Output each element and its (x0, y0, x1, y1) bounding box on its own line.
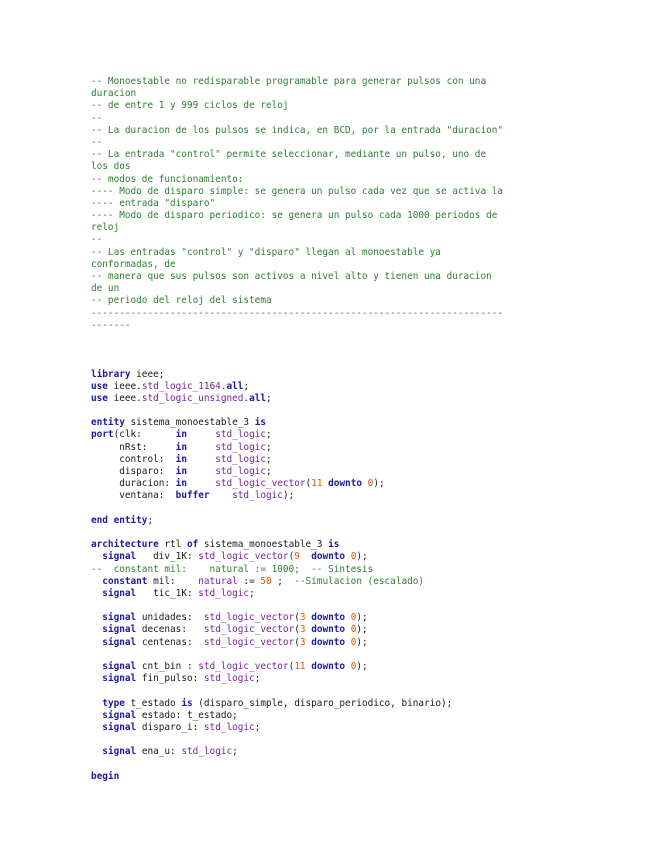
code-token: . (220, 380, 227, 392)
code-token: signal (102, 587, 137, 599)
code-line (91, 295, 571, 307)
code-token: 0 (367, 478, 374, 490)
code-token: use (91, 380, 108, 392)
code-line (91, 76, 571, 88)
code-token: 3 (299, 612, 306, 624)
code-token: ; (232, 746, 238, 758)
code-token: unidades: (136, 612, 204, 624)
code-token: ventana: (91, 490, 176, 502)
code-token: all (249, 392, 267, 404)
code-line (91, 612, 571, 624)
code-line (91, 234, 571, 246)
code-token: nRst: (91, 441, 176, 453)
code-token: ( (294, 636, 300, 648)
code-token: std_logic_vector (198, 661, 289, 672)
code-token: ; (266, 429, 272, 441)
code-line (91, 746, 571, 758)
code-token: 0 (350, 661, 357, 672)
code-token: ; (266, 453, 272, 465)
code-token: std_logic (203, 721, 255, 733)
code-token: decenas: (136, 624, 204, 636)
code-token: duracion (91, 88, 137, 100)
code-line (91, 222, 571, 234)
code-token: signal (102, 551, 137, 563)
code-token: (disparo_simple, disparo_periodico, binario); (192, 697, 453, 709)
code-line (91, 661, 571, 673)
code-token (300, 551, 311, 562)
code-line (91, 405, 571, 417)
code-line (91, 100, 571, 112)
code-token: std_logic (203, 673, 255, 685)
code-token: std_logic (215, 441, 267, 453)
code-line (91, 490, 571, 502)
code-token: use (91, 392, 108, 404)
code-token: los dos (91, 161, 131, 173)
code-line (91, 759, 571, 771)
code-token (91, 722, 102, 733)
code-line (91, 429, 571, 441)
code-token: end entity (91, 514, 148, 526)
code-token: signal (102, 721, 137, 733)
code-token: std_logic (215, 453, 267, 465)
code-token: ; (254, 673, 261, 685)
code-token: -- (91, 136, 103, 148)
code-token: buffer (175, 490, 210, 502)
code-token: downto (328, 478, 362, 490)
code-token: std_logic (215, 466, 267, 477)
code-token: begin (91, 770, 120, 782)
code-token: 0 (350, 624, 357, 636)
code-token: std_logic (232, 490, 283, 502)
code-token: fin_pulso: (136, 673, 204, 685)
code-line (91, 637, 571, 649)
code-token: std_logic_vector (198, 551, 289, 563)
code-token: -- modos de funcionamiento: (91, 173, 244, 185)
code-token: std_logic_1164 (141, 380, 221, 392)
code-token (91, 673, 102, 684)
code-line (91, 564, 571, 576)
code-token: sistema_monoestable_3 (124, 417, 255, 429)
code-line (91, 88, 571, 100)
code-token: 9 (294, 551, 300, 563)
code-token: centenas: (136, 636, 204, 648)
code-token: ------------------------------------------------------------------------- (91, 307, 504, 319)
code-token: ; (254, 721, 261, 733)
code-token: ); (356, 636, 368, 648)
code-token: of (186, 539, 199, 551)
code-line (91, 698, 571, 710)
code-token: signal (102, 612, 137, 624)
code-token: downto (311, 624, 346, 636)
code-token: --Simulacion (escalado) (294, 575, 425, 587)
code-token: -- Monoestable no redisparable programable para generar pulsos con una (91, 76, 487, 87)
code-token: downto (311, 661, 346, 672)
code-token (91, 624, 102, 635)
code-token: in (175, 429, 187, 441)
code-token: 11 (294, 661, 306, 672)
code-token: ( (294, 612, 300, 624)
code-token: in (175, 478, 187, 490)
code-token: -- manera que sus pulsos son activos a nivel alto y tienen una duracion (91, 271, 492, 282)
code-token: downto (311, 551, 346, 563)
code-token: ; (266, 392, 272, 404)
code-line (91, 186, 571, 198)
code-token: -- de entre 1 y 999 ciclos de reloj (91, 100, 289, 112)
code-token: in (175, 453, 187, 465)
code-token: ( (288, 551, 295, 563)
code-line (91, 454, 571, 466)
code-token: is (328, 539, 340, 551)
code-token: std_logic (198, 587, 250, 599)
code-token: -- constant mil: natural := 1000; -- Sintesis (91, 563, 374, 575)
code-token: tic_1K: (136, 587, 199, 599)
code-token: de un (91, 283, 120, 295)
code-token (91, 698, 102, 709)
code-token (91, 576, 102, 587)
code-token: ( (294, 624, 300, 636)
code-token: ); (356, 661, 368, 672)
code-token: in (175, 441, 187, 453)
code-token (91, 746, 102, 757)
code-token: library (91, 368, 131, 380)
code-line (91, 551, 571, 563)
code-token: disparo_i: (136, 721, 204, 733)
code-line (91, 478, 571, 490)
code-token: 50 (260, 575, 272, 587)
code-token: std_logic_vector (203, 612, 295, 624)
code-token: ); (282, 490, 295, 502)
code-token: downto (311, 636, 346, 648)
code-line (91, 174, 571, 186)
code-token: signal (102, 673, 137, 685)
code-token: ena_u: (136, 746, 182, 758)
code-line (91, 771, 571, 783)
code-token: t_estado (124, 697, 182, 709)
code-line (91, 247, 571, 259)
code-token: mil: (147, 575, 199, 587)
code-token: ---- Modo de disparo periodico: se genera un pulso cada 1000 periodos de (91, 210, 498, 222)
code-token: ; (266, 466, 272, 477)
code-line (91, 624, 571, 636)
code-line (91, 113, 571, 125)
code-token: in (175, 466, 187, 477)
code-token: -- (91, 234, 103, 246)
code-token: is (181, 697, 193, 709)
code-token: -- La duracion de los pulsos se indica, en BCD, por la entrada "duracion" (91, 124, 504, 136)
code-line (91, 417, 571, 429)
code-token: ieee. (107, 392, 142, 404)
code-token: signal (102, 746, 137, 758)
code-line (91, 442, 571, 454)
code-token: std_logic_vector (203, 624, 295, 636)
code-token: -- periodo del reloj del sistema (91, 295, 272, 307)
code-token: 11 (311, 478, 323, 490)
code-line (91, 161, 571, 173)
code-line (91, 393, 571, 405)
code-token (187, 442, 215, 453)
code-token: duracion: (91, 478, 176, 490)
code-token (91, 551, 102, 562)
code-token (210, 490, 233, 501)
code-line (91, 722, 571, 734)
code-token: -- (91, 112, 103, 124)
code-line (91, 137, 571, 149)
code-token: -- La entrada "control" permite seleccionar, mediante un pulso, uno de (91, 149, 487, 161)
code-token: control: (91, 453, 176, 465)
code-token: ); (356, 551, 368, 563)
code-token: (clk: (113, 429, 176, 441)
code-token: signal (102, 661, 137, 672)
code-token: disparo: (91, 466, 176, 477)
code-token (91, 637, 102, 648)
code-token: reloj (91, 222, 120, 234)
code-token (187, 466, 215, 477)
code-line (91, 649, 571, 661)
code-token (91, 588, 102, 599)
code-line (91, 734, 571, 746)
code-line (91, 673, 571, 685)
code-token: 0 (350, 612, 357, 624)
code-token: ------- (91, 319, 131, 331)
code-token: ); (373, 478, 385, 490)
code-line (91, 588, 571, 600)
code-line (91, 369, 571, 381)
code-token: sistema_monoestable_3 (198, 539, 329, 551)
code-token: ---- Modo de disparo simple: se genera un pulso cada vez que se activa la (91, 185, 504, 197)
code-line (91, 503, 571, 515)
code-line (91, 527, 571, 539)
code-token: div_1K: (136, 551, 199, 563)
code-token: is (254, 417, 266, 429)
code-token: ; (147, 514, 154, 526)
code-token: rtl (158, 539, 187, 551)
code-token: ); (356, 624, 368, 636)
code-token: ; (266, 441, 272, 453)
code-token: signal (102, 624, 137, 636)
code-token: all (226, 380, 244, 392)
code-token: signal (102, 709, 137, 721)
code-line (91, 344, 571, 356)
code-line (91, 685, 571, 697)
code-token: . (243, 392, 250, 404)
code-token: 0 (350, 551, 357, 563)
code-line (91, 356, 571, 368)
code-token (91, 710, 102, 721)
code-token: std_logic (181, 746, 233, 758)
code-line (91, 259, 571, 271)
code-token: ; (243, 380, 250, 392)
code-token (187, 429, 215, 440)
code-token: type (102, 697, 125, 709)
code-line (91, 125, 571, 137)
code-token: natural (198, 575, 238, 587)
code-token: ( (305, 478, 312, 490)
code-line (91, 515, 571, 527)
code-token: ; (271, 575, 295, 587)
code-token: 3 (299, 636, 306, 648)
code-token: ---- entrada "disparo" (91, 197, 216, 209)
code-line (91, 283, 571, 295)
code-token (91, 612, 102, 623)
code-line (91, 710, 571, 722)
code-token: conformadas, de (91, 258, 176, 270)
code-token: std_logic_vector (215, 478, 306, 490)
code-line (91, 320, 571, 332)
code-line (91, 210, 571, 222)
code-token: 0 (350, 636, 357, 648)
code-token: estado: t_estado; (136, 709, 238, 721)
code-token: ieee; (130, 368, 165, 380)
code-token: constant (102, 575, 148, 587)
vhdl-code-listing (91, 76, 571, 783)
code-line (91, 466, 571, 478)
code-token: cnt_bin : (136, 661, 199, 672)
code-line (91, 271, 571, 283)
code-token: signal (102, 636, 137, 648)
code-line (91, 600, 571, 612)
code-token: ( (288, 661, 295, 672)
code-line (91, 198, 571, 210)
code-token: downto (311, 612, 346, 624)
code-line (91, 308, 571, 320)
code-token: std_logic_vector (203, 636, 295, 648)
code-line (91, 332, 571, 344)
code-token (91, 661, 102, 672)
code-token: entity (91, 417, 125, 429)
code-token: := (237, 575, 261, 587)
code-token: ; (249, 587, 255, 599)
code-token: 3 (299, 624, 306, 636)
code-token: std_logic (215, 429, 267, 441)
code-line (91, 576, 571, 588)
code-token: -- Las entradas "control" y "disparo" llegan al monoestable ya (91, 246, 441, 258)
code-line (91, 539, 571, 551)
code-token (187, 478, 215, 489)
code-token: ieee. (107, 380, 142, 392)
code-token: ); (356, 612, 368, 624)
code-token: architecture (91, 539, 159, 551)
code-token: port (91, 429, 114, 441)
code-token: std_logic_unsigned (141, 392, 244, 404)
code-line (91, 149, 571, 161)
code-line (91, 381, 571, 393)
code-token (187, 454, 215, 465)
